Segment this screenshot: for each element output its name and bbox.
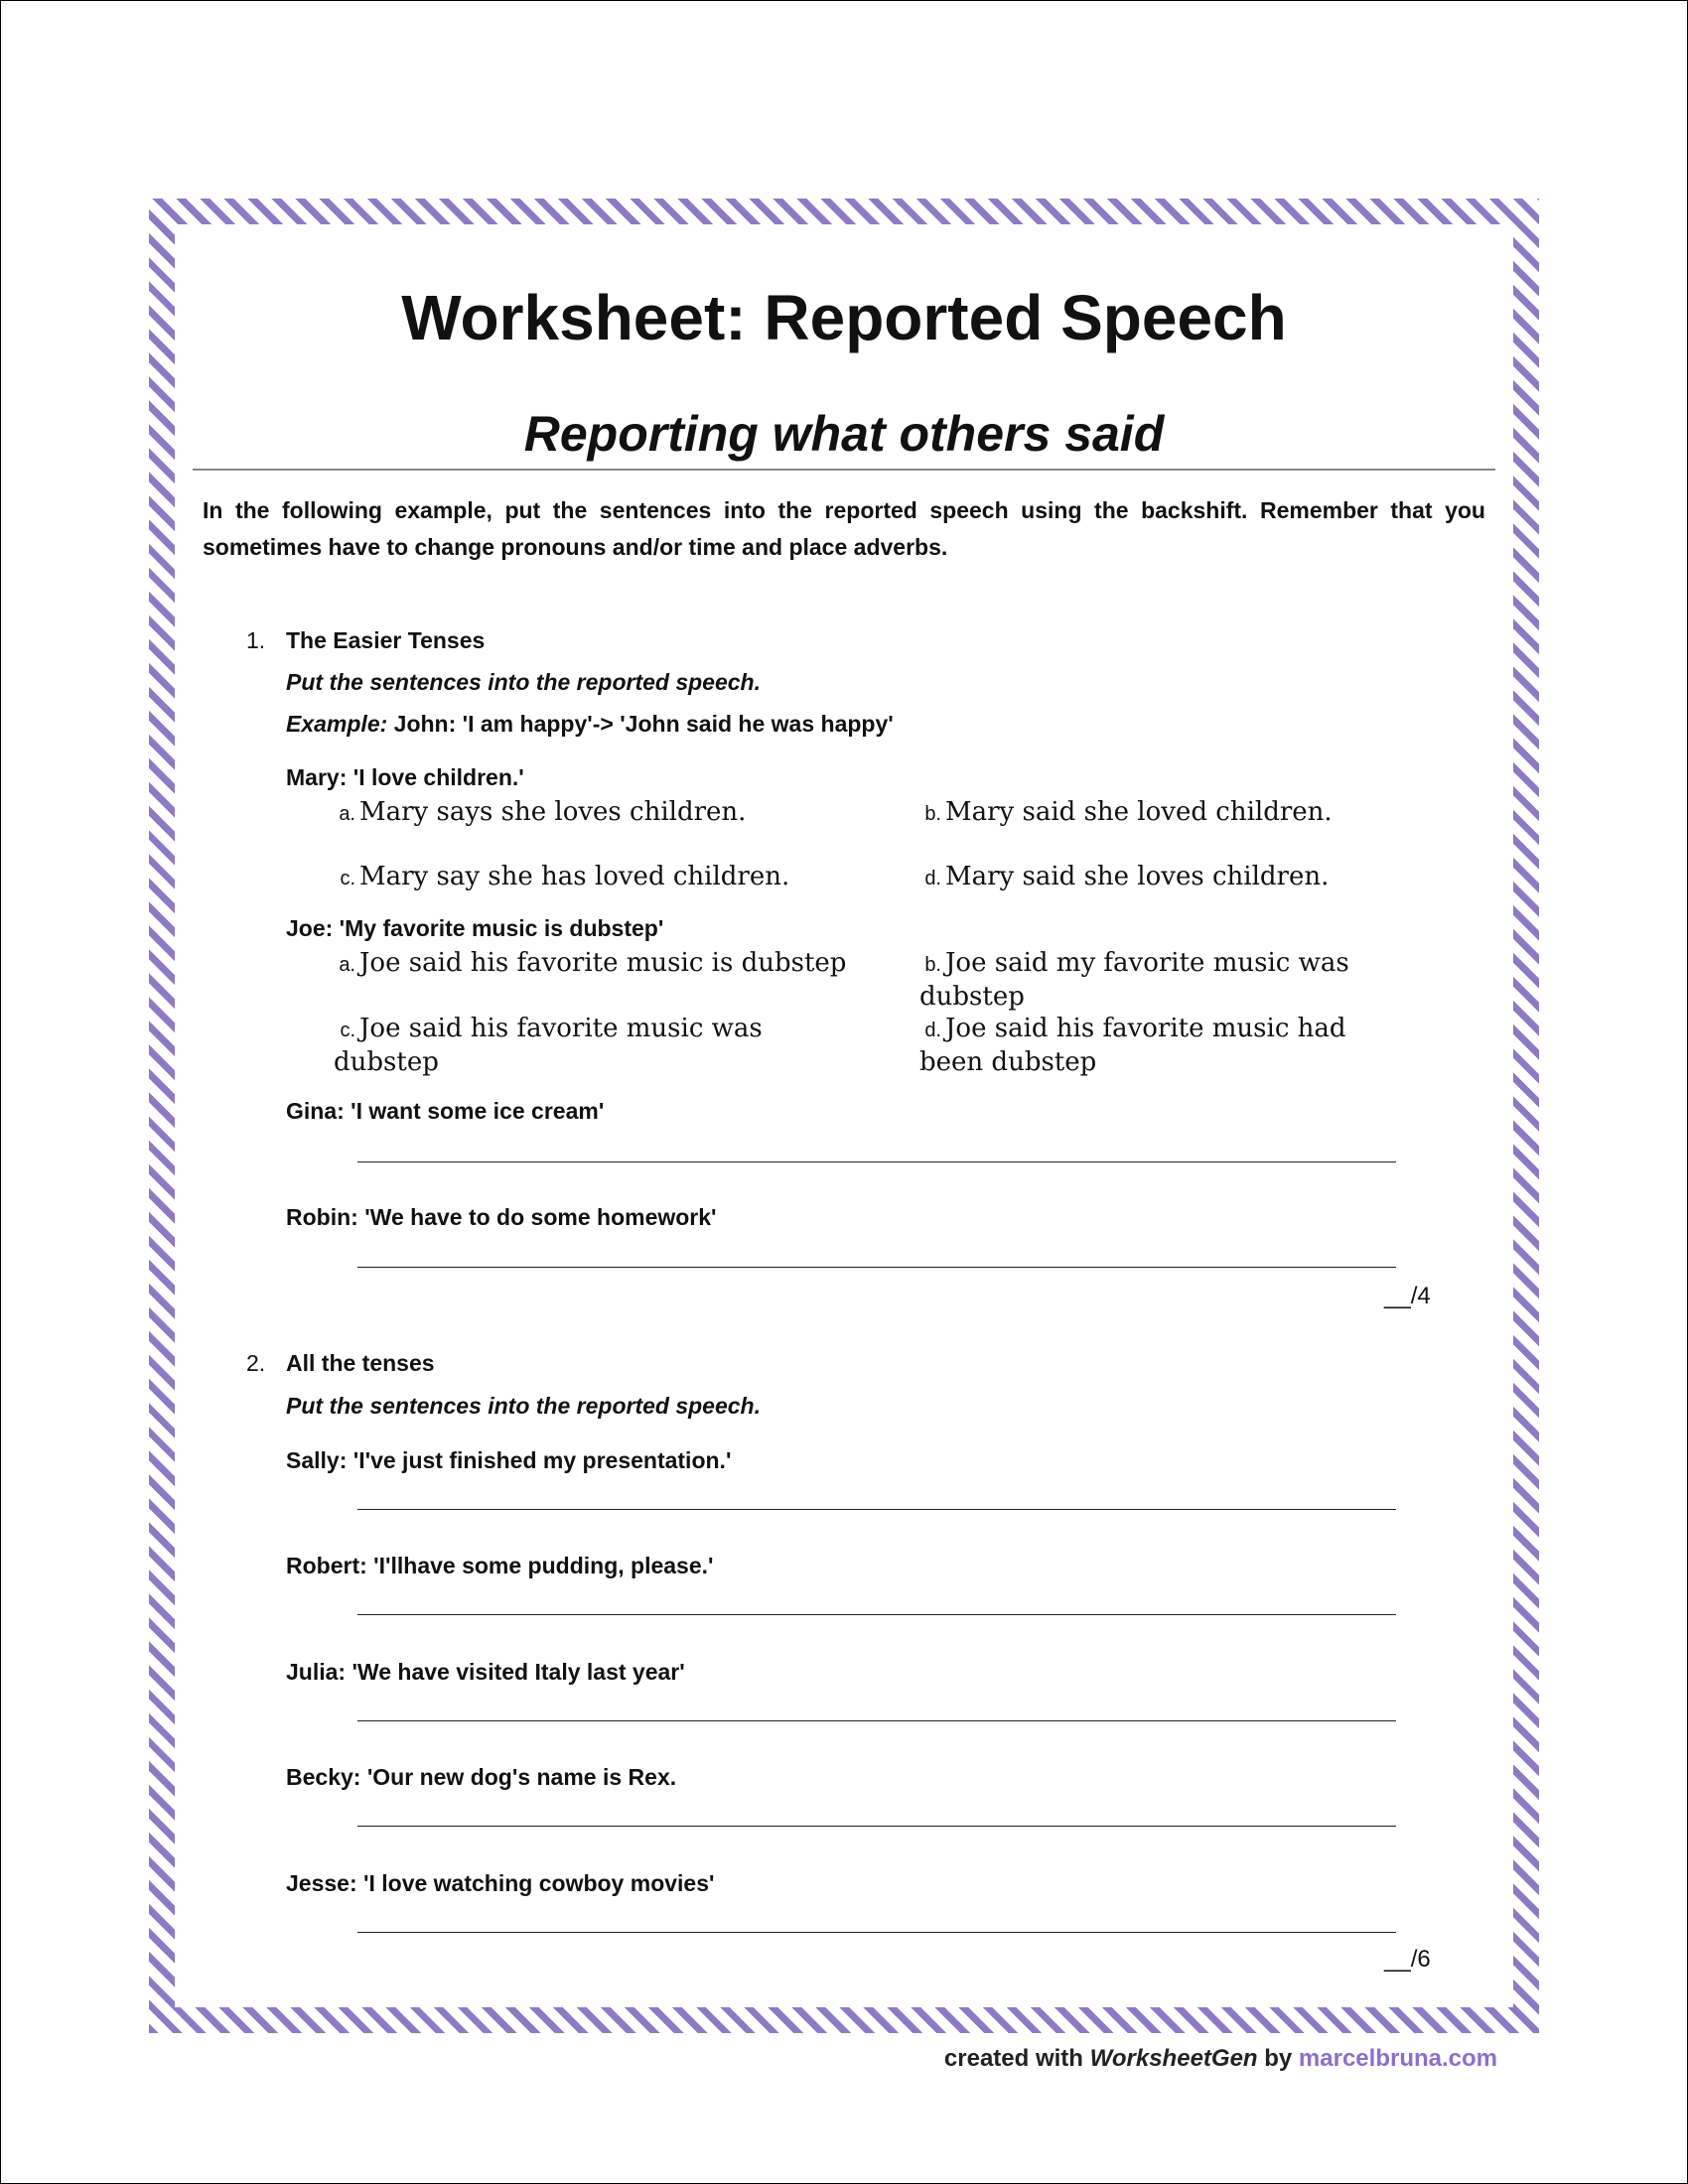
answer-option[interactable] (919, 1013, 1356, 1078)
footer-prefix: created with (943, 2045, 1090, 2072)
answer-option[interactable] (919, 947, 1436, 1013)
answer-line[interactable] (357, 1826, 1396, 1827)
question-prompt: Sally: 'I've just finished my presentation.' (286, 1447, 732, 1473)
section-1-instruction: Put the sentences into the reported speech. (286, 669, 761, 695)
footer-link[interactable]: marcelbruna.com (1298, 2045, 1497, 2072)
section-1-heading: The Easier Tenses (286, 627, 486, 653)
section-2-heading: All the tenses (286, 1350, 435, 1376)
answer-line[interactable] (357, 1509, 1396, 1510)
option-letter: c. (340, 1020, 355, 1041)
option-letter: c. (340, 868, 355, 889)
question-prompt: Becky: 'Our new dog's name is Rex. (286, 1764, 677, 1790)
question-prompt: Robert: 'I'llhave some pudding, please.' (286, 1553, 714, 1578)
example-label: Example: (286, 711, 388, 737)
option-text: Joe said his favorite music had been dubstep (919, 1014, 1346, 1077)
answer-line[interactable] (357, 1720, 1396, 1721)
option-letter: a. (339, 954, 355, 976)
section-1-number: 1. (246, 627, 266, 653)
worksheet-content (175, 224, 1513, 2007)
option-letter: b. (924, 954, 941, 976)
answer-line[interactable] (357, 1614, 1396, 1615)
option-text: Mary said she loves children. (945, 862, 1330, 891)
option-letter: d. (924, 868, 941, 889)
answer-option[interactable] (334, 947, 850, 981)
option-text: Joe said his favorite music is dubstep (359, 948, 847, 978)
answer-line[interactable] (357, 1267, 1396, 1268)
question-prompt: Jesse: 'I love watching cowboy movies' (286, 1870, 715, 1896)
section-2-score: __/6 (1384, 1946, 1431, 1973)
answer-option[interactable] (334, 861, 850, 894)
option-letter: b. (924, 803, 941, 825)
question-prompt: Julia: 'We have visited Italy last year' (286, 1659, 685, 1685)
instructions-paragraph: In the following example, put the sentences into the reported speech using the backshift. Remember that you sometimes have to change pronouns and/or time and place adverbs. (203, 497, 1485, 560)
example-text: John: 'I am happy'-> 'John said he was happy' (387, 711, 894, 737)
option-text: Mary said she loved children. (945, 797, 1333, 827)
question-prompt: Mary: 'I love children.' (286, 764, 524, 790)
answer-option[interactable] (334, 1013, 850, 1078)
striped-border-frame (149, 199, 1539, 2033)
title-divider (193, 469, 1495, 471)
section-2-number: 2. (246, 1350, 266, 1376)
option-text: Mary say she has loved children. (359, 862, 790, 891)
answer-option[interactable] (919, 861, 1436, 894)
footer-by: by (1257, 2045, 1299, 2072)
answer-option[interactable] (334, 796, 850, 830)
section-1-score: __/4 (1384, 1283, 1431, 1309)
section-1-example (286, 711, 894, 738)
option-letter: a. (339, 803, 355, 825)
answer-line[interactable] (357, 1161, 1396, 1162)
option-text: Mary says she loves children. (359, 797, 747, 827)
section-2-instruction: Put the sentences into the reported speech. (286, 1393, 761, 1419)
footer-credit (944, 2045, 1497, 2073)
question-prompt: Robin: 'We have to do some homework' (286, 1204, 717, 1230)
answer-line[interactable] (357, 1932, 1396, 1933)
worksheet-title: Worksheet: Reported Speech (401, 282, 1287, 353)
answer-option[interactable] (919, 796, 1436, 830)
option-text: Joe said my favorite music was dubstep (919, 948, 1349, 1012)
question-prompt: Gina: 'I want some ice cream' (286, 1098, 605, 1124)
footer-brand: WorksheetGen (1089, 2045, 1258, 2072)
worksheet-subtitle: Reporting what others said (523, 406, 1165, 462)
option-letter: d. (924, 1020, 941, 1041)
question-prompt: Joe: 'My favorite music is dubstep' (286, 915, 664, 941)
option-text: Joe said his favorite music was dubstep (334, 1014, 763, 1077)
